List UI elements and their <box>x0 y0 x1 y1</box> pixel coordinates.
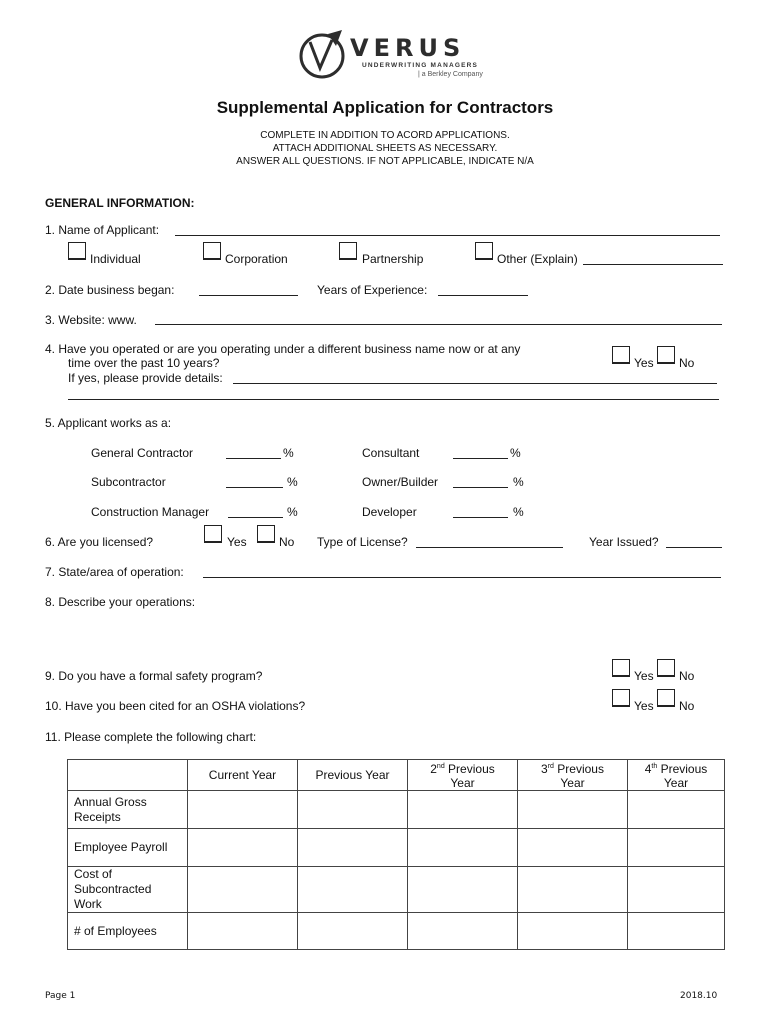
other-checkbox[interactable] <box>475 242 493 260</box>
chart-cell[interactable] <box>628 913 725 950</box>
chart-cell[interactable] <box>518 791 628 829</box>
logo-subtitle: UNDERWRITING MANAGERS <box>362 62 479 69</box>
developer-label: Developer <box>362 505 417 519</box>
logo-berkley: | a Berkley Company <box>418 71 483 78</box>
footer-page-number: Page 1 <box>45 991 76 1001</box>
logo-wordmark: VERUS <box>350 34 466 62</box>
chart-row <box>68 829 725 867</box>
chart-header-previous: Previous Year <box>298 760 408 791</box>
q4-line3: If yes, please provide details: <box>68 371 223 385</box>
q9-no-checkbox[interactable] <box>657 659 675 677</box>
construction-manager-pct-field[interactable] <box>228 517 283 518</box>
chart-cell[interactable] <box>188 867 298 913</box>
q4-line2: time over the past 10 years? <box>68 356 220 370</box>
q1-label: 1. Name of Applicant: <box>45 223 160 237</box>
chart-cell[interactable] <box>628 791 725 829</box>
state-area-field[interactable] <box>203 577 721 578</box>
license-type-field[interactable] <box>416 547 563 548</box>
chart-cell[interactable] <box>408 791 518 829</box>
verus-logo-mark <box>298 28 350 82</box>
subcontractor-label: Subcontractor <box>91 475 166 489</box>
chart-row-label: Cost of Subcontracted Work <box>68 867 188 913</box>
q9-yes-label: Yes <box>634 669 654 683</box>
q9-no-label: No <box>679 669 695 683</box>
chart-header-row <box>68 760 725 791</box>
chart-header-third: 3rd Previous Year <box>518 760 628 791</box>
chart-cell[interactable] <box>518 867 628 913</box>
partnership-label: Partnership <box>362 252 424 266</box>
chart-cell[interactable] <box>408 867 518 913</box>
footer-version: 2018.10 <box>680 991 718 1001</box>
chart-cell[interactable] <box>298 829 408 867</box>
chart-cell[interactable] <box>518 913 628 950</box>
pct-sign: % <box>513 505 524 519</box>
q4-yes-label: Yes <box>634 356 654 370</box>
chart-cell[interactable] <box>628 829 725 867</box>
q4-no-label: No <box>679 356 695 370</box>
q5-label: 5. Applicant works as a: <box>45 416 172 430</box>
instruction-3: ANSWER ALL QUESTIONS. IF NOT APPLICABLE, INDICATE N/A <box>236 156 534 167</box>
individual-label: Individual <box>90 252 141 266</box>
owner-builder-label: Owner/Builder <box>362 475 439 489</box>
partnership-checkbox[interactable] <box>339 242 357 260</box>
q4-yes-checkbox[interactable] <box>612 346 630 364</box>
instruction-2: ATTACH ADDITIONAL SHEETS AS NECESSARY. <box>272 143 498 154</box>
q4-line1: 4. Have you operated or are you operating under a different business name now or at any <box>45 342 521 356</box>
corporation-label: Corporation <box>225 252 288 266</box>
q10-no-checkbox[interactable] <box>657 689 675 707</box>
q8-label: 8. Describe your operations: <box>45 595 196 609</box>
years-experience-label: Years of Experience: <box>317 283 428 297</box>
licensed-no-checkbox[interactable] <box>257 525 275 543</box>
construction-manager-label: Construction Manager <box>91 505 210 519</box>
q4-details-field-2[interactable] <box>68 399 719 400</box>
chart-cell[interactable] <box>298 913 408 950</box>
q10-label: 10. Have you been cited for an OSHA violations? <box>45 699 306 713</box>
q4-details-field[interactable] <box>233 383 717 384</box>
instruction-1: COMPLETE IN ADDITION TO ACORD APPLICATIONS. <box>260 130 510 141</box>
year-issued-field[interactable] <box>666 547 722 548</box>
q9-label: 9. Do you have a formal safety program? <box>45 669 263 683</box>
chart-cell[interactable] <box>298 791 408 829</box>
q9-yes-checkbox[interactable] <box>612 659 630 677</box>
financial-chart <box>67 759 725 950</box>
chart-row-label: # of Employees <box>68 913 188 950</box>
chart-cell[interactable] <box>188 791 298 829</box>
license-type-label: Type of License? <box>317 535 408 549</box>
chart-row <box>68 867 725 913</box>
q4-no-checkbox[interactable] <box>657 346 675 364</box>
owner-builder-pct-field[interactable] <box>453 487 508 488</box>
licensed-yes-label: Yes <box>227 535 247 549</box>
chart-row-label: Annual Gross Receipts <box>68 791 188 829</box>
q7-label: 7. State/area of operation: <box>45 565 184 579</box>
other-label: Other (Explain) <box>497 252 578 266</box>
applicant-name-field[interactable] <box>175 235 720 236</box>
q6-label: 6. Are you licensed? <box>45 535 154 549</box>
pct-sign: % <box>513 475 524 489</box>
chart-cell[interactable] <box>188 913 298 950</box>
pct-sign: % <box>510 446 521 460</box>
chart-cell[interactable] <box>298 867 408 913</box>
chart-corner-cell <box>68 760 188 791</box>
individual-checkbox[interactable] <box>68 242 86 260</box>
chart-cell[interactable] <box>408 829 518 867</box>
chart-header-second: 2nd Previous Year <box>408 760 518 791</box>
chart-cell[interactable] <box>408 913 518 950</box>
chart-header-fourth: 4th Previous Year <box>628 760 725 791</box>
q2-label: 2. Date business began: <box>45 283 175 297</box>
corporation-checkbox[interactable] <box>203 242 221 260</box>
year-issued-label: Year Issued? <box>589 535 659 549</box>
page-title: Supplemental Application for Contractors <box>216 98 554 117</box>
q10-yes-checkbox[interactable] <box>612 689 630 707</box>
chart-row <box>68 913 725 950</box>
chart-row-label: Employee Payroll <box>68 829 188 867</box>
other-explain-field[interactable] <box>583 264 723 265</box>
years-experience-field[interactable] <box>438 295 528 296</box>
general-contractor-pct-field[interactable] <box>226 458 281 459</box>
chart-row <box>68 791 725 829</box>
q11-label: 11. Please complete the following chart: <box>45 730 257 744</box>
q10-no-label: No <box>679 699 695 713</box>
date-began-field[interactable] <box>199 295 298 296</box>
consultant-label: Consultant <box>362 446 420 460</box>
chart-cell[interactable] <box>628 867 725 913</box>
subcontractor-pct-field[interactable] <box>226 487 283 488</box>
chart-header-current: Current Year <box>188 760 298 791</box>
q10-yes-label: Yes <box>634 699 654 713</box>
pct-sign: % <box>287 505 298 519</box>
pct-sign: % <box>283 446 294 460</box>
consultant-pct-field[interactable] <box>453 458 508 459</box>
chart-cell[interactable] <box>188 829 298 867</box>
section-heading: GENERAL INFORMATION: <box>45 196 195 210</box>
q3-label: 3. Website: www. <box>45 313 137 327</box>
developer-pct-field[interactable] <box>453 517 508 518</box>
general-contractor-label: General Contractor <box>91 446 194 460</box>
licensed-yes-checkbox[interactable] <box>204 525 222 543</box>
pct-sign: % <box>287 475 298 489</box>
website-field[interactable] <box>155 324 722 325</box>
licensed-no-label: No <box>279 535 295 549</box>
chart-cell[interactable] <box>518 829 628 867</box>
